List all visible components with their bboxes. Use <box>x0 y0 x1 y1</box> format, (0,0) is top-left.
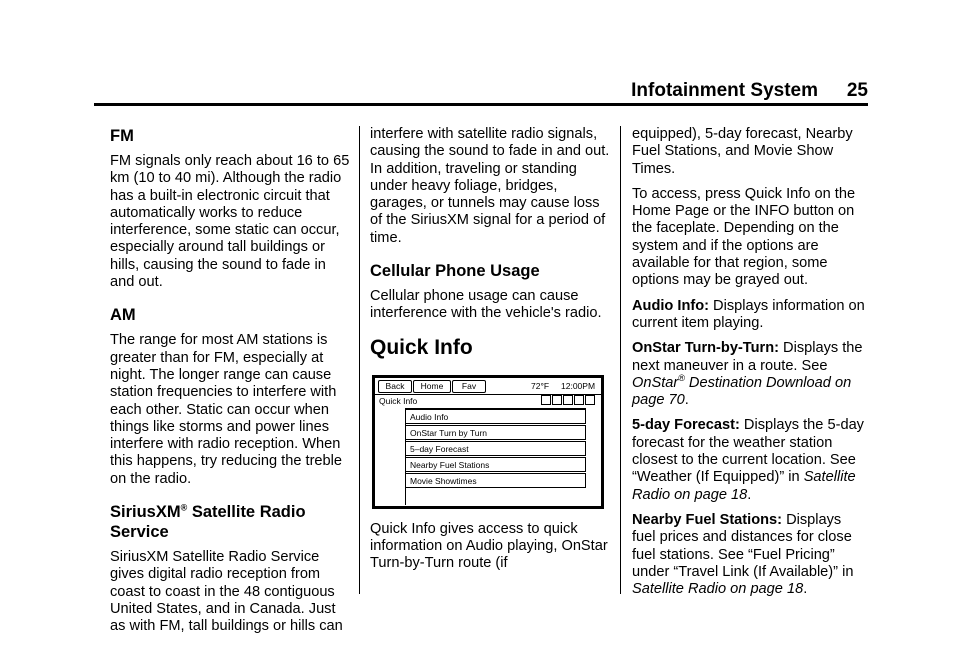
sirius-heading-a: SiriusXM <box>110 503 181 522</box>
def-audio-info <box>632 298 868 333</box>
sirius-body-part1: SiriusXM Satellite Radio Service gives digital radio reception from coast to coast in the 48 contiguous United States, and in Canada. Just as with FM, tall buildings or hills can <box>110 549 343 635</box>
status-icon <box>552 395 562 405</box>
registered-mark: ® <box>180 502 188 513</box>
back-button: Back <box>378 380 412 393</box>
menu-item-fuel: Nearby Fuel Stations <box>406 457 586 472</box>
fuel-desc: Displays fuel prices and distances for close fuel stations. See “Fuel Pricing” under “Travel Link (If Available)” in <box>632 511 854 580</box>
am-heading: AM <box>110 306 136 325</box>
header-rule <box>94 103 868 106</box>
fm-body: FM signals only reach about 16 to 65 km (10 to 40 mi). Although the radio has a built-in electronic circuit that automatically works to reduce interference, some static can occur, especially around tall buildings or hills, causing the sound to fade in and out. <box>110 153 350 291</box>
sirius-heading-b: Satellite Radio Service <box>110 503 306 542</box>
sirius-body-part2: interfere with satellite radio signals, causing the sound to fade in and out. In addition, traveling or standing under heavy foliage, bridges, garages, or tunnels may cause loss of the SiriusXM signal for a period of time. <box>370 126 610 246</box>
status-icon <box>541 395 551 405</box>
clock-readout: 12:00PM <box>561 380 596 391</box>
column-2 <box>370 126 612 581</box>
onstar-desc: Displays the next maneuver in a route. See <box>632 340 863 374</box>
status-icon <box>585 395 595 405</box>
screen-quick-info-label: Quick Info <box>379 395 418 406</box>
quickinfo-intro-part1: Quick Info gives access to quick information on Audio playing, OnStar Turn-by-Turn route (if <box>370 520 608 572</box>
screen-top-bar <box>375 378 601 395</box>
quick-info-screen-illustration <box>372 375 604 509</box>
fav-button: Fav <box>452 380 486 393</box>
quick-info-menu <box>405 408 586 505</box>
forecast-desc: Displays the 5-day forecast for the weather station closest to the current location. See “Weather (If Equipped)” in <box>632 417 864 486</box>
status-icon <box>574 395 584 405</box>
audio-info-desc: Displays information on current item playing. <box>632 297 865 331</box>
fuel-ref: Satellite Radio on page 18 <box>632 581 804 598</box>
onstar-ref-b: Destination Download on page 70 <box>632 374 852 409</box>
temperature-readout: 72°F <box>531 380 550 391</box>
onstar-term: OnStar Turn-by-Turn: <box>632 340 779 357</box>
status-icon <box>563 395 573 405</box>
def-onstar <box>632 340 868 409</box>
quickinfo-heading: Quick Info <box>370 335 473 359</box>
status-icons <box>541 395 596 407</box>
def-forecast <box>632 417 868 503</box>
page-number: 25 <box>846 80 868 101</box>
registered-mark: ® <box>678 373 685 383</box>
fuel-term: Nearby Fuel Stations: <box>632 511 783 528</box>
home-button: Home <box>413 380 451 393</box>
onstar-ref-a: OnStar <box>632 374 679 391</box>
menu-item-movies: Movie Showtimes <box>406 473 586 488</box>
quickinfo-access: To access, press Quick Info on the Home Page or the INFO button on the faceplate. Depending on the system and if the options are available for that region, some options may be grayed out. <box>632 185 856 289</box>
menu-item-audio-info: Audio Info <box>406 409 586 424</box>
running-header-title: Infotainment System <box>631 80 818 101</box>
cellular-heading: Cellular Phone Usage <box>370 262 540 281</box>
column-divider <box>359 126 360 594</box>
cellular-body: Cellular phone usage can cause interference with the vehicle's radio. <box>370 288 602 322</box>
am-body: The range for most AM stations is greater than for FM, especially at night. The longer range can cause station frequencies to interfere with each other. Static can occur when things like storms and power lines interfere with radio reception. When this happens, try reducing the treble on the radio. <box>110 332 343 487</box>
forecast-end: . <box>747 486 752 503</box>
menu-item-forecast: 5–day Forecast <box>406 441 586 456</box>
menu-item-onstar: OnStar Turn by Turn <box>406 425 586 440</box>
forecast-term: 5-day Forecast: <box>632 417 740 434</box>
onstar-end: . <box>684 392 689 409</box>
column-1 <box>110 126 352 644</box>
fm-heading: FM <box>110 127 134 145</box>
fuel-end: . <box>803 581 808 598</box>
column-3 <box>632 126 868 606</box>
forecast-ref: Satellite Radio on page 18 <box>632 469 856 503</box>
column-divider <box>620 126 621 594</box>
def-fuel <box>632 512 868 598</box>
sirius-heading <box>110 502 352 542</box>
audio-info-term: Audio Info: <box>632 297 709 314</box>
quickinfo-intro-part2: equipped), 5-day forecast, Nearby Fuel Stations, and Movie Show Times. <box>632 126 853 177</box>
